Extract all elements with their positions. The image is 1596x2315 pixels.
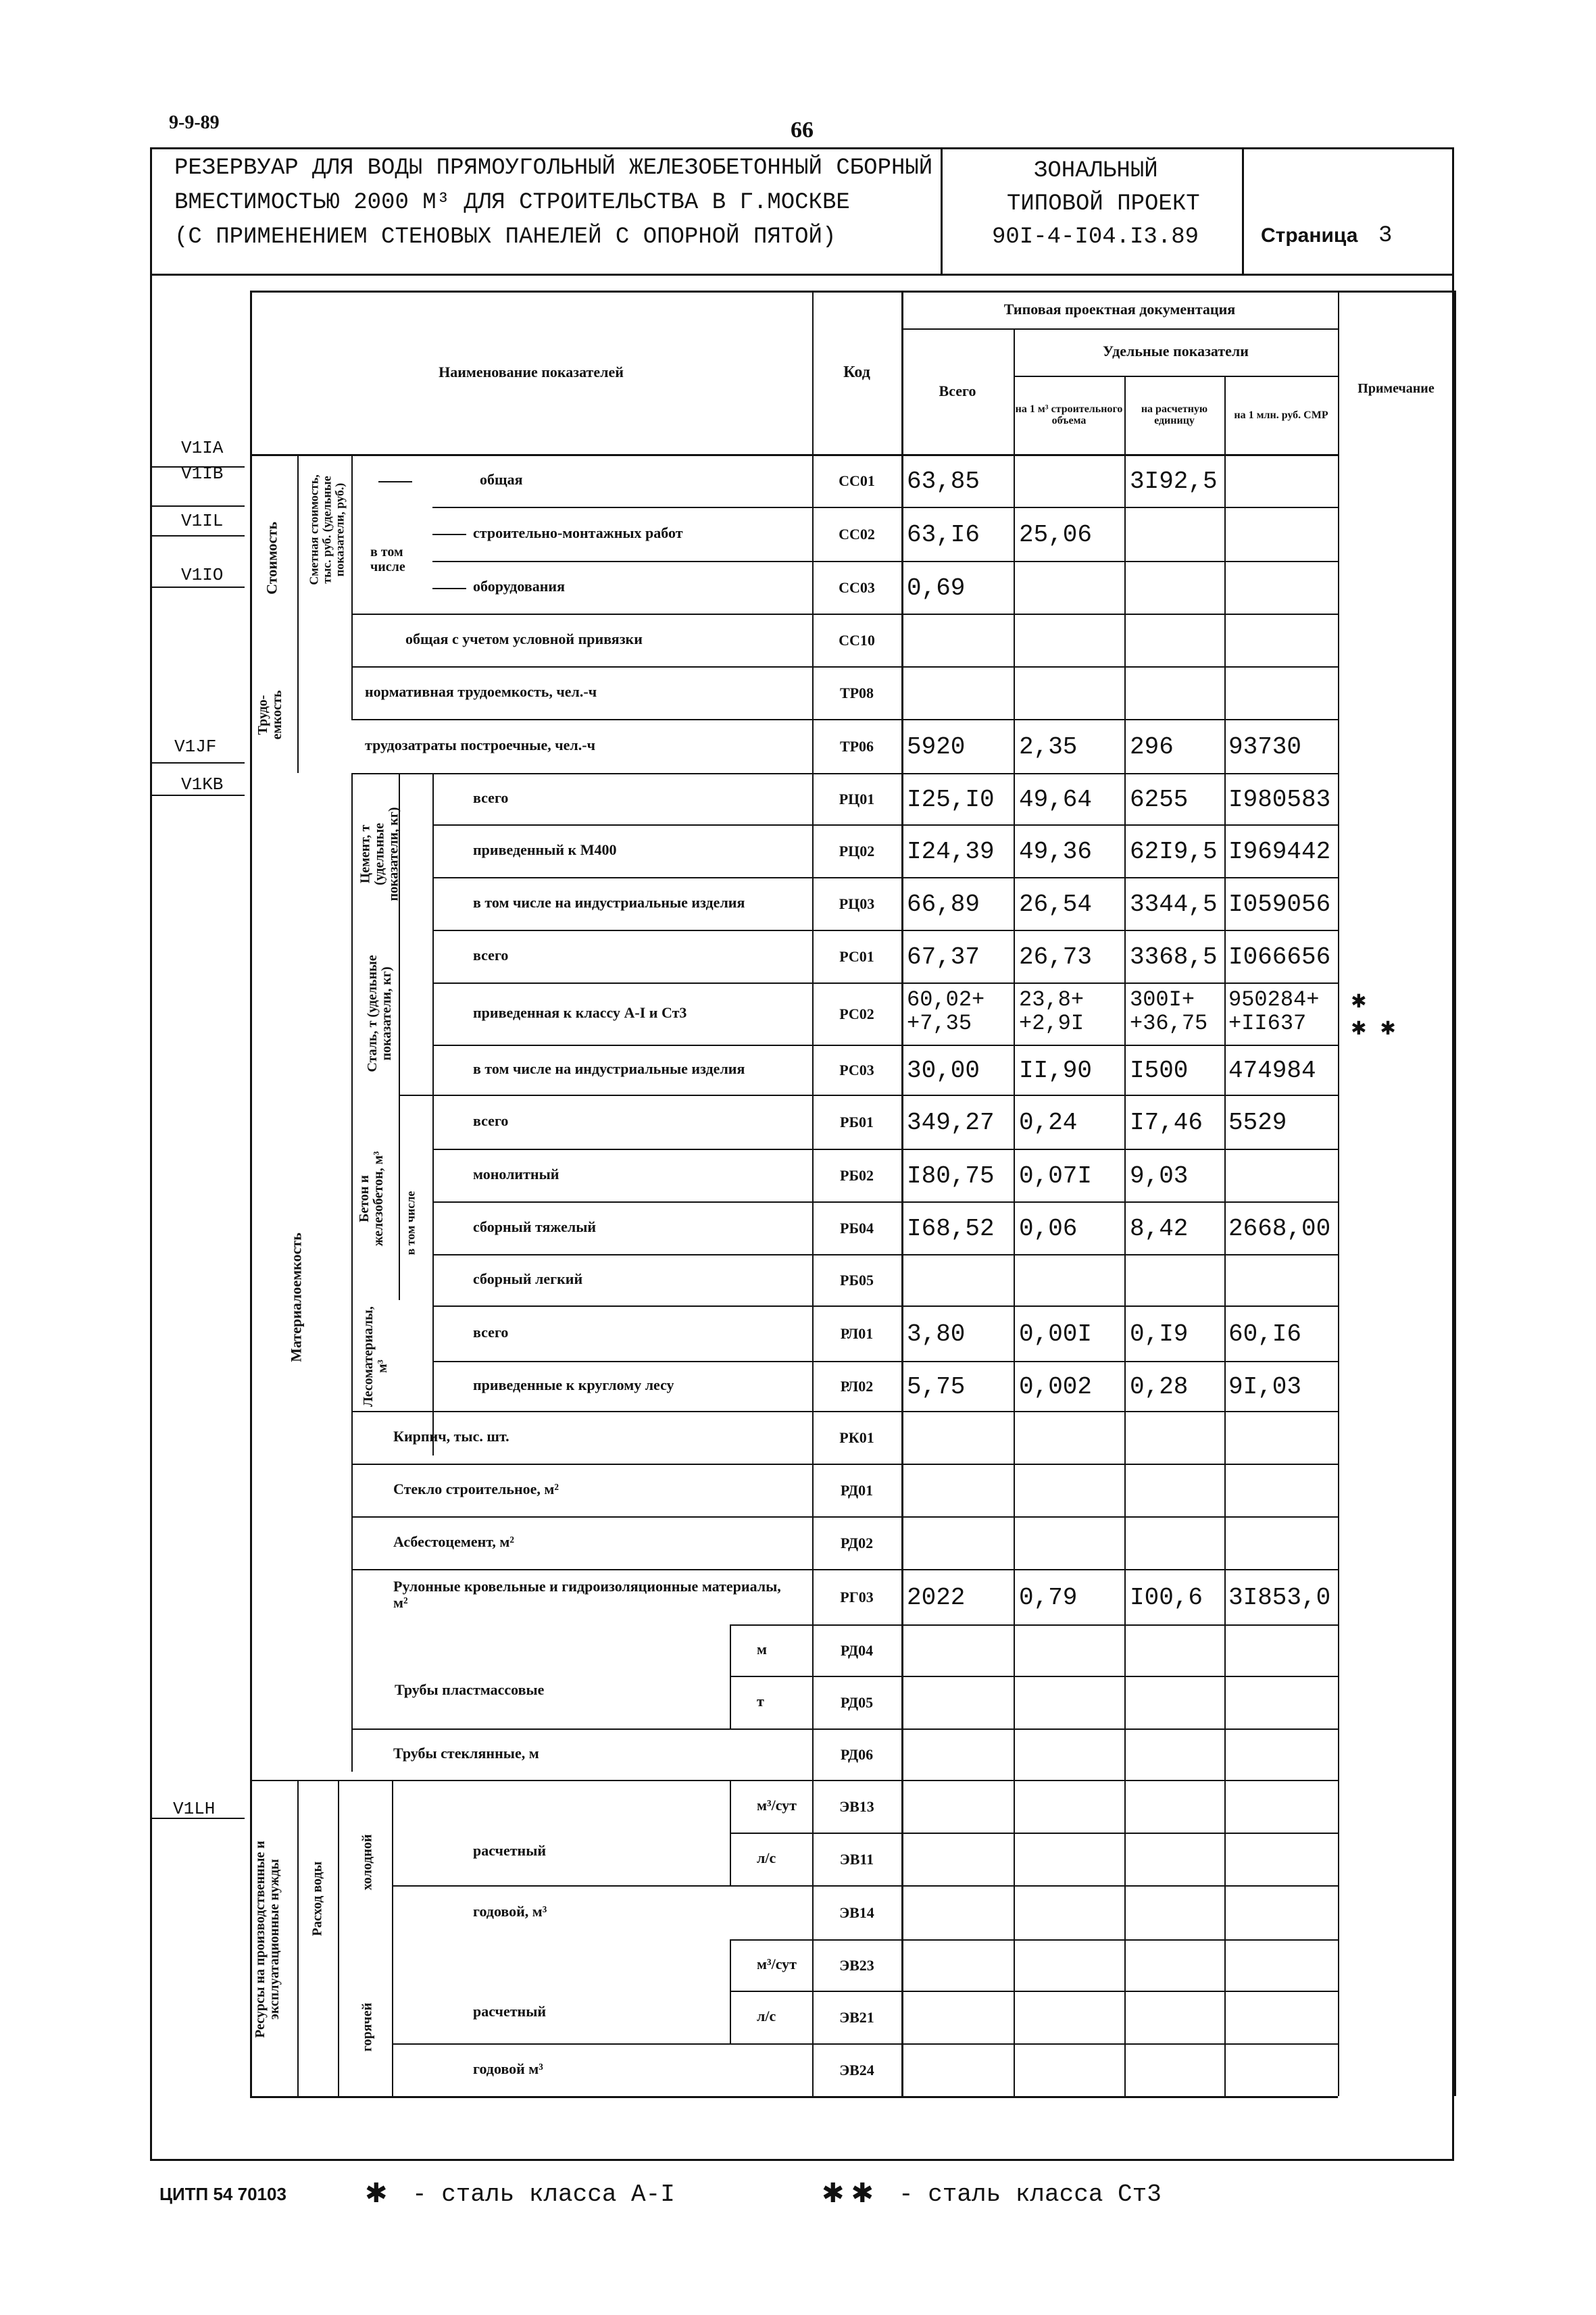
row-total: 0,69: [907, 574, 966, 602]
row-name: приведенная к классу А-I и Ст3: [473, 1004, 687, 1021]
margin-label-v1il: V1IL: [181, 511, 224, 531]
row-name: сборный тяжелый: [473, 1218, 597, 1235]
project-type-line-2: ТИПОВОЙ ПРОЕКТ: [1007, 191, 1200, 217]
row-code: СС01: [839, 472, 875, 489]
footnote-1-text: - сталь класса А-I: [412, 2181, 675, 2208]
row-per-m3: 2,35: [1019, 733, 1078, 761]
row-per-unit: 3344,5: [1130, 891, 1218, 918]
row-name: нормативная трудоемкость, чел.-ч: [365, 683, 597, 700]
header-note: Примечание: [1357, 380, 1435, 396]
row-name: оборудования: [473, 578, 565, 595]
row-name: Стекло строительное, м²: [393, 1480, 559, 1497]
row-total: I24,39: [907, 838, 995, 866]
row-per-m3: 25,06: [1019, 521, 1093, 549]
calc-cold-label: расчетный: [473, 1842, 547, 1859]
row-name: всего: [473, 789, 509, 806]
row-per-mln: I980583: [1228, 786, 1331, 814]
row-code: РД04: [840, 1642, 874, 1659]
row-name: всего: [473, 1324, 509, 1341]
row-total: 67,37: [907, 943, 980, 971]
row-total: 3,80: [907, 1320, 966, 1348]
row-code: РБ02: [840, 1167, 874, 1184]
margin-label-v1kb: V1KB: [181, 774, 224, 795]
row-per-m3: 49,64: [1019, 786, 1093, 814]
row-per-unit: I500: [1130, 1057, 1189, 1085]
row-unit: т: [757, 1693, 764, 1710]
row-per-unit: 300I+ +36,75: [1130, 987, 1208, 1037]
title-line-3: (С ПРИМЕНЕНИЕМ СТЕНОВЫХ ПАНЕЛЕЙ С ОПОРНОЙ ПЯТОЙ): [174, 224, 837, 250]
row-code: РД01: [840, 1482, 874, 1499]
row-unit: м³/сут: [757, 1956, 797, 1972]
row-name: Асбестоцемент, м²: [393, 1533, 514, 1550]
row-name: всего: [473, 947, 509, 964]
row-code: ЭВ13: [839, 1798, 874, 1815]
row-code: РД02: [840, 1535, 874, 1551]
row-code: РС01: [839, 948, 874, 965]
row-code: РЦ03: [839, 895, 875, 912]
header-total: Всего: [939, 382, 976, 399]
row-total: 66,89: [907, 891, 980, 918]
footnote-2-text: - сталь класса Ст3: [899, 2181, 1162, 2208]
row-per-unit: 0,I9: [1130, 1320, 1189, 1348]
row-per-mln: 2668,00: [1228, 1215, 1331, 1243]
row-unit: м: [757, 1641, 767, 1658]
row-per-mln: 5529: [1228, 1109, 1287, 1137]
row-name: строительно-монтажных работ: [473, 524, 683, 541]
group-resources: Ресурсы на производственные и эксплуатационные нужды: [253, 1841, 282, 2038]
row-code: ЭВ21: [839, 2009, 874, 2026]
row-per-unit: 296: [1130, 733, 1174, 761]
row-total: I80,75: [907, 1162, 995, 1190]
row-code: РЛ02: [840, 1378, 874, 1395]
row-unit: л/с: [757, 1849, 776, 1866]
row-total: 63,85: [907, 468, 980, 495]
row-name: годовой, м³: [473, 1903, 547, 1920]
row-per-mln: 93730: [1228, 733, 1302, 761]
footer-stamp: ЦИТП 54 70103: [159, 2184, 286, 2204]
row-name: общая: [480, 471, 523, 488]
row-total: I25,I0: [907, 786, 995, 814]
row-name: в том числе на индустриальные изделия: [473, 894, 745, 911]
row-total: 30,00: [907, 1057, 980, 1085]
row-name: в том числе на индустриальные изделия: [473, 1060, 745, 1077]
document-code: 9-9-89: [169, 112, 220, 133]
row-per-unit: 0,28: [1130, 1373, 1189, 1401]
row-code: РЦ02: [839, 843, 875, 860]
group-steel: Сталь, т (удельные показатели, кг): [365, 955, 394, 1072]
row-per-mln: I969442: [1228, 838, 1331, 866]
title-line-2: ВМЕСТИМОСТЬЮ 2000 М³ ДЛЯ СТРОИТЕЛЬСТВА В Г.МОСКВЕ: [174, 190, 850, 216]
header-typical-docs: Типовая проектная документация: [1003, 301, 1236, 318]
footnote-2-symbol: ✱ ✱: [822, 2178, 874, 2208]
row-per-m3: 26,73: [1019, 943, 1093, 971]
row-code: ЭВ14: [839, 1904, 874, 1921]
row-code: ТР06: [839, 738, 874, 755]
project-type-line-1: ЗОНАЛЬНЫЙ: [1034, 158, 1158, 184]
group-hot: горячей: [359, 2002, 375, 2052]
group-materials: Материалоемкость: [287, 1233, 305, 1362]
row-code: РБ01: [840, 1114, 874, 1130]
row-per-mln: 950284+ +II637: [1228, 987, 1320, 1037]
row-name: Трубы стеклянные, м: [393, 1745, 539, 1762]
header-per-unit: на расчетную единицу: [1141, 403, 1208, 426]
margin-label-v1lh: V1LH: [173, 1799, 216, 1819]
header-per-mln: на 1 млн. руб. СМР: [1234, 409, 1328, 421]
header-indicator-name: Наименование показателей: [439, 364, 624, 380]
row-code: РБ04: [840, 1220, 874, 1237]
row-per-mln: 60,I6: [1228, 1320, 1302, 1348]
row-unit: л/с: [757, 2008, 776, 2024]
row-code: РБ05: [840, 1272, 874, 1289]
row-per-m3: 0,00I: [1019, 1320, 1093, 1348]
row-per-m3: 23,8+ +2,9I: [1019, 987, 1084, 1037]
row-per-m3: 0,06: [1019, 1215, 1078, 1243]
row-per-unit: I7,46: [1130, 1109, 1203, 1137]
in-that-number-label: в том числе: [370, 545, 405, 574]
calc-hot-label: расчетный: [473, 2003, 547, 2020]
pointer-arrow-icon: [432, 534, 466, 535]
row-code: СС02: [839, 526, 875, 543]
row-per-unit: 3I92,5: [1130, 468, 1218, 495]
row-per-m3: 26,54: [1019, 891, 1093, 918]
row-name: приведенные к круглому лесу: [473, 1376, 674, 1393]
row-total: 5920: [907, 733, 966, 761]
row-name: сборный легкий: [473, 1270, 583, 1287]
row-per-unit: I00,6: [1130, 1584, 1203, 1612]
group-cost: Стоимость: [263, 522, 280, 595]
row-per-unit: 3368,5: [1130, 943, 1218, 971]
margin-label-v1jf: V1JF: [174, 737, 217, 757]
row-per-m3: 0,002: [1019, 1373, 1093, 1401]
row-code: СС03: [839, 579, 875, 596]
header-code: Код: [843, 363, 870, 381]
row-name: приведенный к М400: [473, 841, 617, 858]
row-note: ✱ ✱ ✱: [1351, 987, 1395, 1042]
group-cost-sub: Сметная стоимость, тыс. руб. (удельные показатели, руб.): [307, 474, 347, 585]
row-per-m3: 0,79: [1019, 1584, 1078, 1612]
row-code: РК01: [839, 1429, 874, 1446]
row-name: общая с учетом условной привязки: [405, 630, 643, 647]
row-per-mln: 3I853,0: [1228, 1584, 1331, 1612]
row-code: РД05: [840, 1694, 874, 1711]
row-name: трудозатраты построечные, чел.-ч: [365, 737, 595, 753]
pointer-arrow-icon: [378, 481, 412, 482]
row-name: Кирпич, тыс. шт.: [393, 1428, 509, 1445]
row-per-unit: 8,42: [1130, 1215, 1189, 1243]
pointer-arrow-icon: [432, 588, 466, 589]
group-concrete: Бетон и железобетон, м³: [357, 1151, 386, 1247]
page-number: 66: [791, 118, 814, 143]
row-total: 2022: [907, 1584, 966, 1612]
row-per-mln: 9I,03: [1228, 1373, 1302, 1401]
row-per-m3: 49,36: [1019, 838, 1093, 866]
group-timber: Лесоматериалы, м³: [361, 1306, 390, 1407]
row-per-unit: 6255: [1130, 786, 1189, 814]
row-per-unit: 62I9,5: [1130, 838, 1218, 866]
row-per-m3: 0,07I: [1019, 1162, 1093, 1190]
row-code: РЛ01: [840, 1325, 874, 1342]
row-total: 349,27: [907, 1109, 995, 1137]
group-cold: холодной: [359, 1834, 375, 1891]
row-code: ЭВ11: [839, 1851, 874, 1868]
row-code: РС03: [839, 1062, 874, 1078]
row-code: РД06: [840, 1746, 874, 1763]
page-label: Страница: [1261, 224, 1358, 247]
row-name: годовой м³: [473, 2060, 543, 2077]
row-code: ТР08: [839, 684, 874, 701]
group-water: Расход воды: [309, 1861, 325, 1937]
margin-label-v1ia: V1IA: [181, 438, 224, 458]
header-per-m3: на 1 м³ строительного объема: [1015, 403, 1123, 426]
footnote-1-symbol: ✱: [365, 2178, 388, 2208]
row-name: монолитный: [473, 1166, 559, 1183]
row-name: Рулонные кровельные и гидроизоляционные материалы, м²: [393, 1578, 781, 1612]
row-code: СС10: [839, 632, 875, 649]
plastic-pipes-label: Трубы пластмассовые: [395, 1681, 545, 1698]
row-code: ЭВ24: [839, 2062, 874, 2078]
page-value: 3: [1378, 223, 1393, 249]
row-total: 63,I6: [907, 521, 980, 549]
row-code: ЭВ23: [839, 1957, 874, 1974]
row-per-m3: 0,24: [1019, 1109, 1078, 1137]
project-number: 90I-4-I04.I3.89: [992, 224, 1199, 250]
header-unit-indicators: Удельные показатели: [1103, 343, 1249, 359]
row-code: РС02: [839, 1005, 874, 1022]
row-code: РГ03: [840, 1589, 874, 1605]
row-per-unit: 9,03: [1130, 1162, 1189, 1190]
group-cement: Цемент, т (удельные показатели, кг): [357, 807, 401, 901]
title-line-1: РЕЗЕРВУАР ДЛЯ ВОДЫ ПРЯМОУГОЛЬНЫЙ ЖЕЛЕЗОБЕТОННЫЙ СБОРНЫЙ: [174, 155, 933, 181]
row-total: I68,52: [907, 1215, 995, 1243]
group-concrete-sub: в том числе: [403, 1191, 418, 1255]
row-per-mln: I066656: [1228, 943, 1331, 971]
margin-label-v1ib: V1IB: [181, 464, 224, 484]
row-total: 60,02+ +7,35: [907, 987, 985, 1037]
row-per-mln: I059056: [1228, 891, 1331, 918]
row-code: РЦ01: [839, 791, 875, 807]
row-unit: м³/сут: [757, 1797, 797, 1814]
row-total: 5,75: [907, 1373, 966, 1401]
row-per-mln: 474984: [1228, 1057, 1316, 1085]
row-name: всего: [473, 1112, 509, 1129]
group-labor: Трудо-емкость: [255, 690, 284, 740]
margin-label-v1io: V1IO: [181, 565, 224, 585]
row-per-m3: II,90: [1019, 1057, 1093, 1085]
